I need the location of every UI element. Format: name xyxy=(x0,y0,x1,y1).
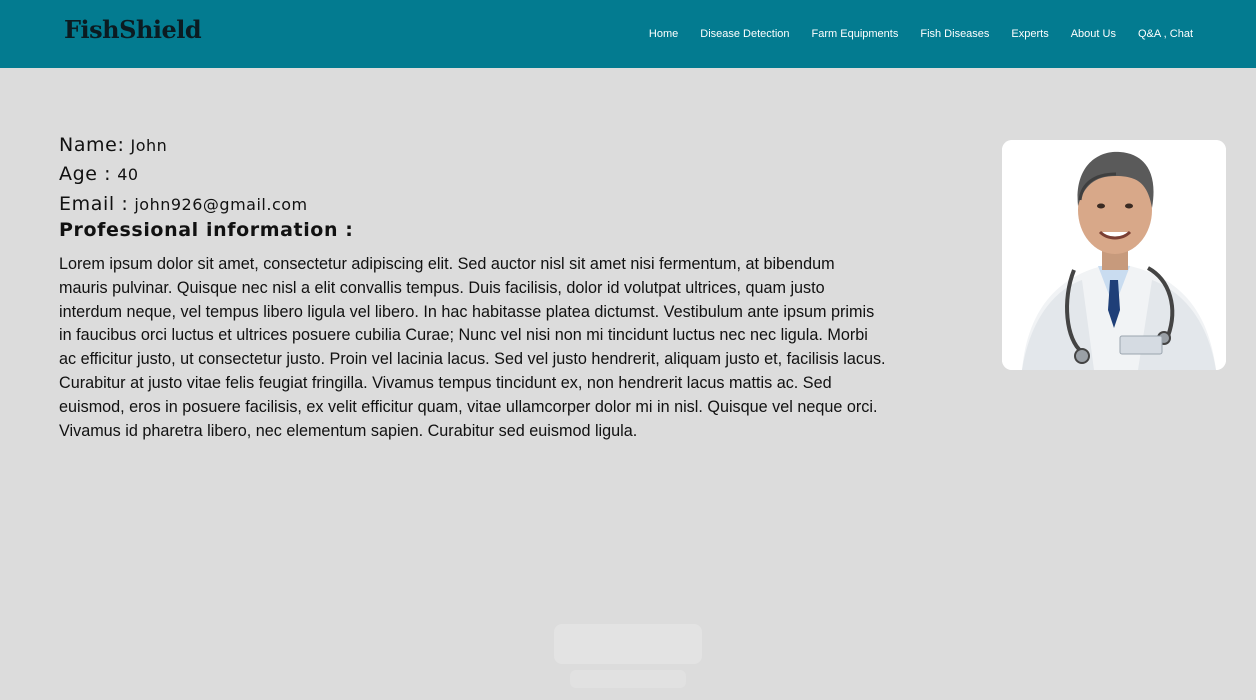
expert-profile xyxy=(59,134,889,443)
doctor-photo xyxy=(1002,140,1226,370)
nav-item-about-us xyxy=(1071,22,1116,42)
nav-link-about-us[interactable]: About Us xyxy=(1070,28,1116,40)
nav-item-experts xyxy=(1011,22,1048,42)
doctor-photo-icon xyxy=(1002,140,1226,370)
nav-link-qa-chat[interactable]: Q&A , Chat xyxy=(1137,28,1193,40)
nav-item-farm-equipments xyxy=(812,22,899,42)
nav-item-disease-detection xyxy=(700,22,789,42)
site-logo[interactable]: FishShield xyxy=(64,15,202,44)
nav-link-disease-detection[interactable]: Disease Detection xyxy=(700,28,790,40)
nav-links xyxy=(627,22,1193,42)
watermark-icon xyxy=(552,618,704,694)
nav-link-experts[interactable]: Experts xyxy=(1011,28,1049,40)
age-row xyxy=(59,163,889,185)
email-label: Email : xyxy=(59,193,129,215)
name-value: John xyxy=(130,136,168,155)
email-row xyxy=(59,193,889,215)
nav-link-home[interactable]: Home xyxy=(648,28,679,40)
nav-item-home xyxy=(649,22,678,42)
nav-item-qa-chat xyxy=(1138,22,1193,42)
name-row xyxy=(59,134,889,156)
age-label: Age : xyxy=(59,163,112,185)
nav-link-fish-diseases[interactable]: Fish Diseases xyxy=(920,28,990,40)
watermark-logo xyxy=(552,618,704,700)
email-value: john926@gmail.com xyxy=(134,195,308,214)
navbar xyxy=(0,0,1256,68)
nav-item-fish-diseases xyxy=(920,22,989,42)
name-label: Name: xyxy=(59,134,125,156)
professional-bio: Lorem ipsum dolor sit amet, consectetur adipiscing elit. Sed auctor nisl sit amet nisi fermentum, at bibendum mauris pulvinar. Quisque nec nisl a elit convallis tempus. Duis facilisis, dolor id volutpat ultrices, quam justo interdum neque, vel tempus libero ligula vel libero. In hac habitasse platea dictumst. Vestibulum ante ipsum primis in faucibus orci luctus et ultrices posuere cubilia Curae; Nunc vel nisi non mi tincidunt luctus nec nec ligula. Morbi ac efficitur justo, ut consectetur justo. Proin vel lacinia lacus. Sed vel justo hendrerit, aliquam justo et, facilisis lacus. Curabitur at justo vitae felis feugiat fringilla. Vivamus tempus tincidunt ex, non hendrerit lacus mattis ac. Sed euismod, eros in posuere facilisis, ex velit efficitur quam, vitae ullamcorper dolor mi in nisl. Quisque vel neque orci. Vivamus id pharetra libero, nec elementum sapien. Curabitur sed euismod ligula. xyxy=(59,255,886,440)
nav-link-farm-equipments[interactable]: Farm Equipments xyxy=(811,28,899,40)
professional-information-heading: Professional information : xyxy=(59,219,354,241)
age-value: 40 xyxy=(117,165,139,184)
